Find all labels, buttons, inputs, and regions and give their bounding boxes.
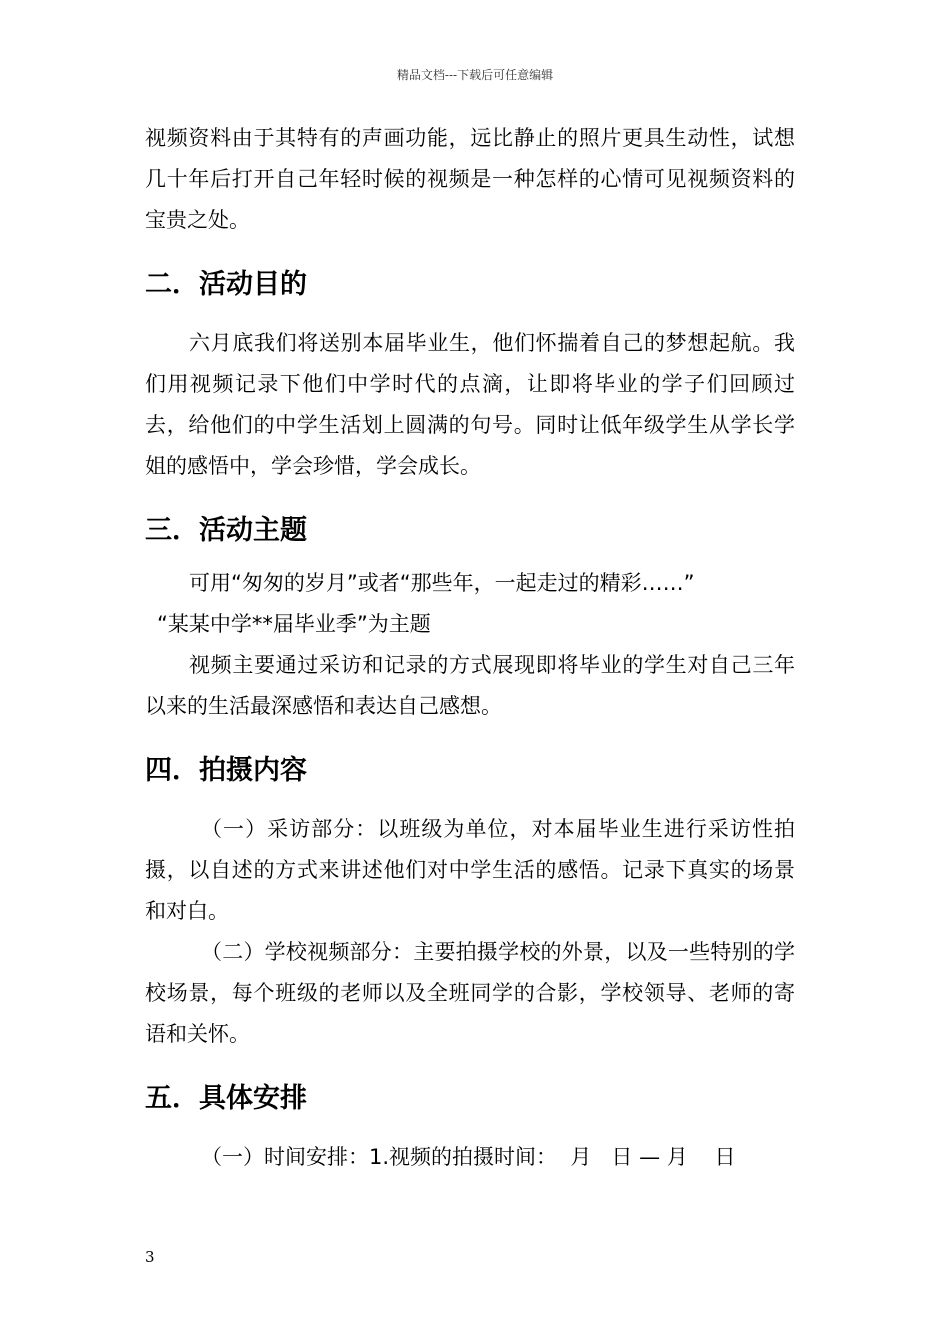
page-number: 3 [145, 1248, 155, 1266]
section-4-paragraph-2: （二）学校视频部分：主要拍摄学校的外景，以及一些特别的学校场景，每个班级的老师以及全班同学的合影，学校领导、老师的寄语和关怀。 [145, 940, 795, 1046]
section-3-paragraph-1: 可用“匆匆的岁月”或者“那些年，一起走过的精彩……” [189, 571, 695, 595]
page-header: 精品文档---下载后可任意编辑 [396, 68, 554, 82]
section-2-heading: 二．活动目的 [145, 269, 307, 300]
section-2-paragraph: 六月底我们将送别本届毕业生，他们怀揣着自己的梦想起航。我们用视频记录下他们中学时代的点滴，让即将毕业的学子们回顾过去，给他们的中学生活划上圆满的句号。同时让低年级学生从学长学姐的感悟中，学会珍惜，学会成长。 [145, 331, 795, 478]
section-3-paragraph-2: “某某中学**届毕业季”为主题 [157, 612, 431, 636]
section-4-heading: 四．拍摄内容 [145, 755, 307, 786]
section-4-paragraph-1: （一）采访部分：以班级为单位，对本届毕业生进行采访性拍摄，以自述的方式来讲述他们对中学生活的感悟。记录下真实的场景和对白。 [145, 817, 795, 923]
section-3-heading: 三．活动主题 [145, 515, 307, 546]
section-5-heading: 五．具体安排 [145, 1083, 307, 1114]
intro-paragraph: 视频资料由于其特有的声画功能，远比静止的照片更具生动性，试想几十年后打开自己年轻时候的视频是一种怎样的心情可见视频资料的宝贵之处。 [145, 126, 795, 232]
section-3-paragraph-3: 视频主要通过采访和记录的方式展现即将毕业的学生对自己三年以来的生活最深感悟和表达自己感想。 [145, 653, 795, 718]
document-body [145, 118, 795, 1178]
section-5-paragraph-1: （一）时间安排：1.视频的拍摄时间： 月 日 — 月 日 [201, 1145, 736, 1169]
